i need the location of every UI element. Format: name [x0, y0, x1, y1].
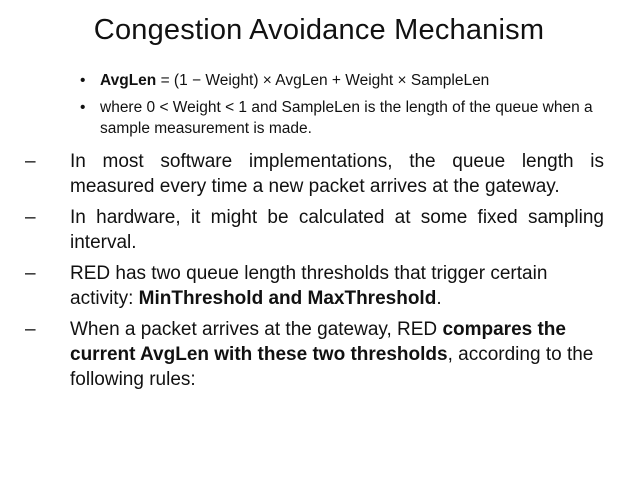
bullet-marker: • — [80, 99, 86, 116]
item-text: In hardware, it might be calculated at some fixed sampling interval. — [70, 207, 604, 253]
item-software-implementations — [25, 149, 604, 199]
dash-marker: – — [25, 263, 36, 284]
dash-marker: – — [25, 319, 36, 340]
avglen-term: AvgLen — [100, 72, 157, 89]
item-text-end: . — [436, 288, 442, 309]
item-red-compares — [25, 317, 604, 392]
item-hardware — [25, 205, 604, 255]
bullet-weight-definition — [80, 97, 600, 139]
slide-title: Congestion Avoidance Mechanism — [93, 14, 545, 46]
item-text-end: , according to the following rules: — [70, 344, 594, 390]
compare-phrase: compares the current AvgLen with these two thresholds — [70, 319, 566, 365]
dash-marker: – — [25, 207, 36, 228]
formula-text: = (1 − Weight) × AvgLen + Weight × SampleLen — [156, 72, 490, 89]
item-text: When a packet arrives at the gateway, RED — [70, 319, 443, 340]
threshold-names: MinThreshold and MaxThreshold — [138, 288, 437, 309]
dash-marker: – — [25, 151, 36, 172]
bullet-avglen-formula — [80, 70, 600, 91]
item-text: In most software implementations, the queue length is measured every time a new packet arrives at the gateway. — [70, 151, 604, 197]
bullet-marker: • — [80, 72, 86, 89]
weight-definition-text: where 0 < Weight < 1 and SampleLen is the length of the queue when a sample measurement is made. — [100, 99, 593, 137]
item-red-thresholds — [25, 261, 604, 311]
item-text: RED has two queue length thresholds that trigger certain activity: — [70, 263, 548, 309]
